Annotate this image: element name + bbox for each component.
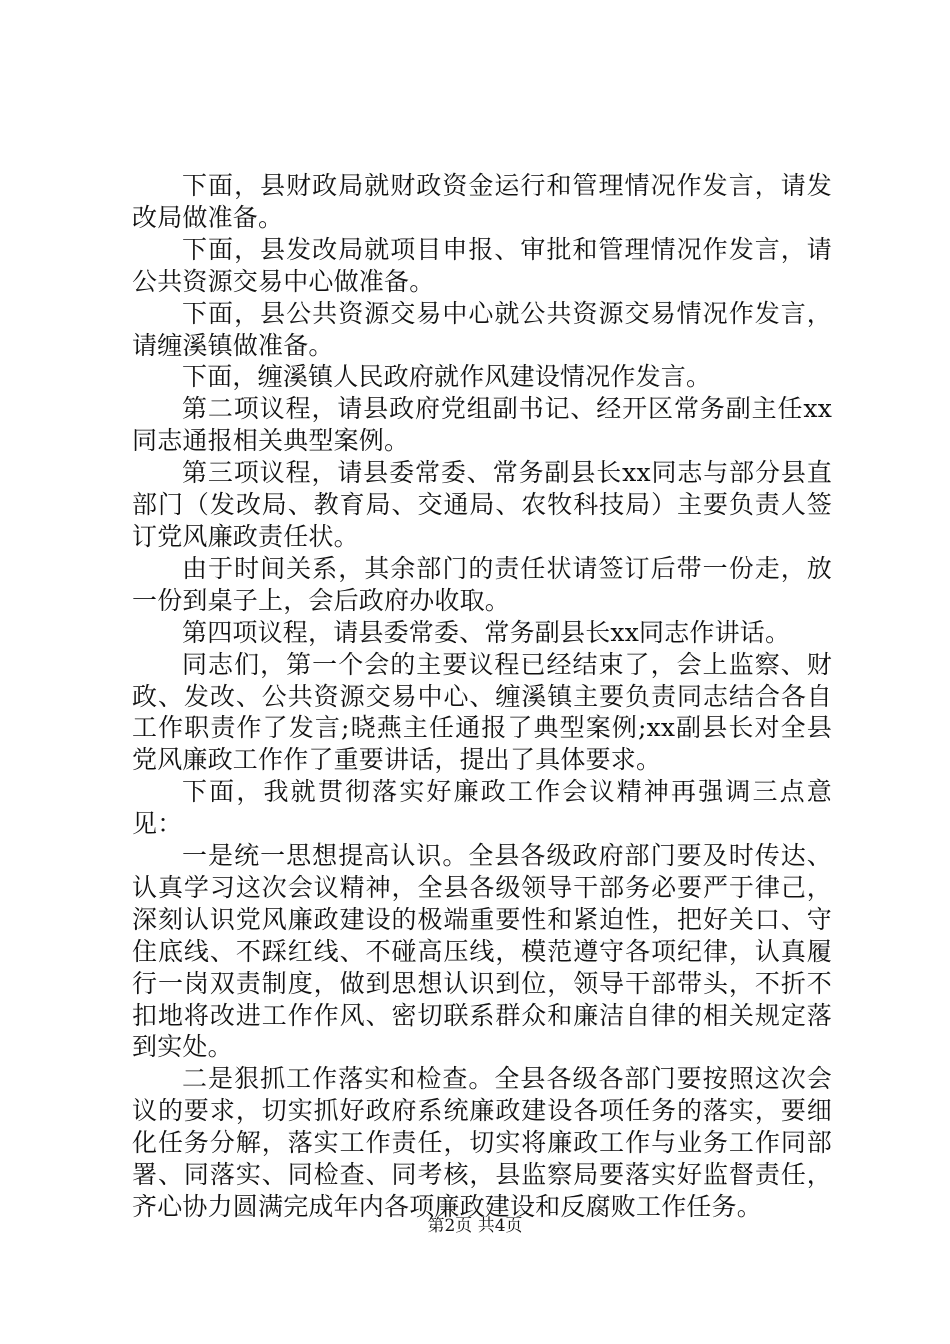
paragraph-10: 下面，我就贯彻落实好廉政工作会议精神再强调三点意见：: [132, 777, 832, 839]
paragraph-12: 二是狠抓工作落实和检查。全县各级各部门要按照这次会议的要求，切实抓好政府系统廉政建设各项任务的落实，要细化任务分解，落实工作责任，切实将廉政工作与业务工作同部署、同落实、同检查、同考核，县监察局要落实好监督责任，齐心协力圆满完成年内各项廉政建设和反腐败工作任务。: [132, 1064, 832, 1221]
paragraph-1: 下面，县财政局就财政资金运行和管理情况作发言，请发改局做准备。: [132, 171, 832, 232]
page-number: 第2页 共4页: [427, 1216, 523, 1236]
paragraph-3: 下面，县公共资源交易中心就公共资源交易情况作发言，请缠溪镇做准备。: [132, 298, 832, 360]
paragraph-6: 第三项议程，请县委常委、常务副县长xx同志与部分县直部门（发改局、教育局、交通局、农牧科技局）主要负责人签订党风廉政责任状。: [132, 458, 832, 551]
paragraph-7: 由于时间关系，其余部门的责任状请签订后带一份走，放一份到桌子上，会后政府办收取。: [132, 553, 832, 615]
document-body: [132, 170, 832, 1223]
paragraph-9: 同志们，第一个会的主要议程已经结束了，会上监察、财政、发改、公共资源交易中心、缠溪镇主要负责同志结合各自工作职责作了发言;晓燕主任通报了典型案例;xx副县长对全县党风廉政工作作了重要讲话，提出了具体要求。: [132, 649, 832, 775]
paragraph-8: 第四项议程，请县委常委、常务副县长xx同志作讲话。: [182, 617, 791, 647]
paragraph-4: 下面，缠溪镇人民政府就作风建设情况作发言。: [182, 362, 712, 392]
page-footer: [0, 1215, 950, 1237]
paragraph-5: 第二项议程，请县政府党组副书记、经开区常务副主任xx同志通报相关典型案例。: [132, 394, 832, 456]
paragraph-2: 下面，县发改局就项目申报、审批和管理情况作发言，请公共资源交易中心做准备。: [132, 234, 832, 296]
paragraph-11: 一是统一思想提高认识。全县各级政府部门要及时传达、认真学习这次会议精神，全县各级领导干部务必要严于律己，深刻认识党风廉政建设的极端重要性和紧迫性，把好关口、守住底线、不踩红线、不碰高压线，模范遵守各项纪律，认真履行一岗双责制度，做到思想认识到位，领导干部带头，不折不扣地将改进工作作风、密切联系群众和廉洁自律的相关规定落到实处。: [132, 841, 832, 1062]
